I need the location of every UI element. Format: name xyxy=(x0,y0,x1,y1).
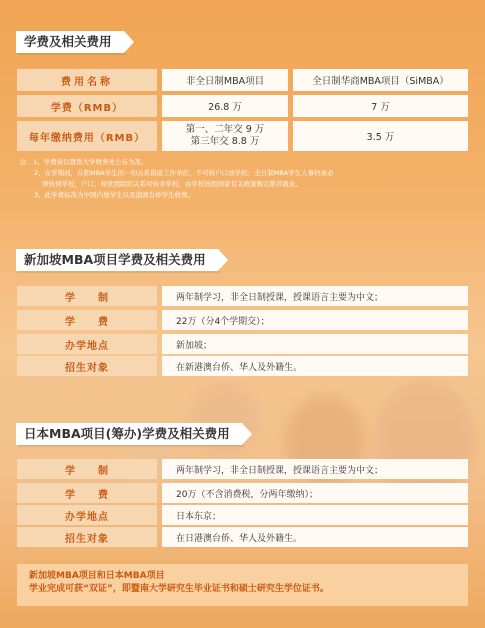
note-line: 2、在学期间，在职MBA学生的一切关系留原工作单位，不可转户口到学校；全日制MBA学生人事档案必 xyxy=(34,169,334,177)
table-row-label: 学费（RMB） xyxy=(17,95,157,117)
table-cell: 在日港澳台侨、华人及外籍生。 xyxy=(162,527,468,547)
table-row-label: 学 费 xyxy=(17,310,157,330)
table-cell-line: 第三年交 8.8 万 xyxy=(190,136,260,147)
table-row-label: 办学地点 xyxy=(17,334,157,354)
table-row-label: 办学地点 xyxy=(17,505,157,525)
fee-notes xyxy=(20,157,470,201)
footer-line: 新加坡MBA项目和日本MBA项目 xyxy=(29,571,165,581)
table-row-label: 学 费 xyxy=(17,483,157,503)
note-line: 须转到学校，户口、和党团组织关系可转来学校，由学校按照国家有关政策规定推荐就业。 xyxy=(42,180,302,188)
photo-background xyxy=(375,380,475,500)
section-title-singapore: 新加坡MBA项目学费及相关费用 xyxy=(16,249,218,271)
section-title-japan: 日本MBA项目(筹办)学费及相关费用 xyxy=(16,423,242,445)
footer-line: 学业完成可获“双证”，即暨南大学研究生毕业证书和硕士研究生学位证书。 xyxy=(29,584,329,594)
table-header-cell: 全日制华商MBA项目（SiMBA） xyxy=(293,69,468,91)
photo-background xyxy=(190,380,260,460)
double-certificate-note xyxy=(17,564,468,606)
table-cell: 3.5 万 xyxy=(293,121,468,151)
table-header-cell: 费用名称 xyxy=(17,69,157,91)
table-cell xyxy=(162,121,288,151)
table-row-label: 招生对象 xyxy=(17,356,157,376)
table-cell: 7 万 xyxy=(293,95,468,117)
note-line: 3、此学费标准为中国内地学生以及港澳台侨学生收费。 xyxy=(34,191,195,199)
table-cell: 新加坡； xyxy=(162,334,468,354)
table-row-label: 招生对象 xyxy=(17,527,157,547)
table-row-label: 每年缴纳费用（RMB） xyxy=(17,121,157,151)
table-cell: 26.8 万 xyxy=(162,95,288,117)
table-header-cell: 非全日制MBA项目 xyxy=(162,69,288,91)
table-cell-line: 第一、二年交 9 万 xyxy=(185,124,265,135)
table-cell: 日本东京； xyxy=(162,505,468,525)
section-title-fees: 学费及相关费用 xyxy=(16,31,124,53)
table-cell: 在新港澳台侨、华人及外籍生。 xyxy=(162,356,468,376)
note-line: 注：1、学费请以暨南大学财务处公布为准。 xyxy=(20,158,148,166)
table-cell: 两年制学习，非全日制授课，授课语言主要为中文； xyxy=(162,459,468,479)
table-cell: 20万（不含消费税，分两年缴纳）； xyxy=(162,483,468,503)
table-row-label: 学 制 xyxy=(17,286,157,306)
table-cell: 两年制学习，非全日制授课，授课语言主要为中文； xyxy=(162,286,468,306)
table-cell: 22万（分4个学期交）； xyxy=(162,310,468,330)
table-row-label: 学 制 xyxy=(17,459,157,479)
